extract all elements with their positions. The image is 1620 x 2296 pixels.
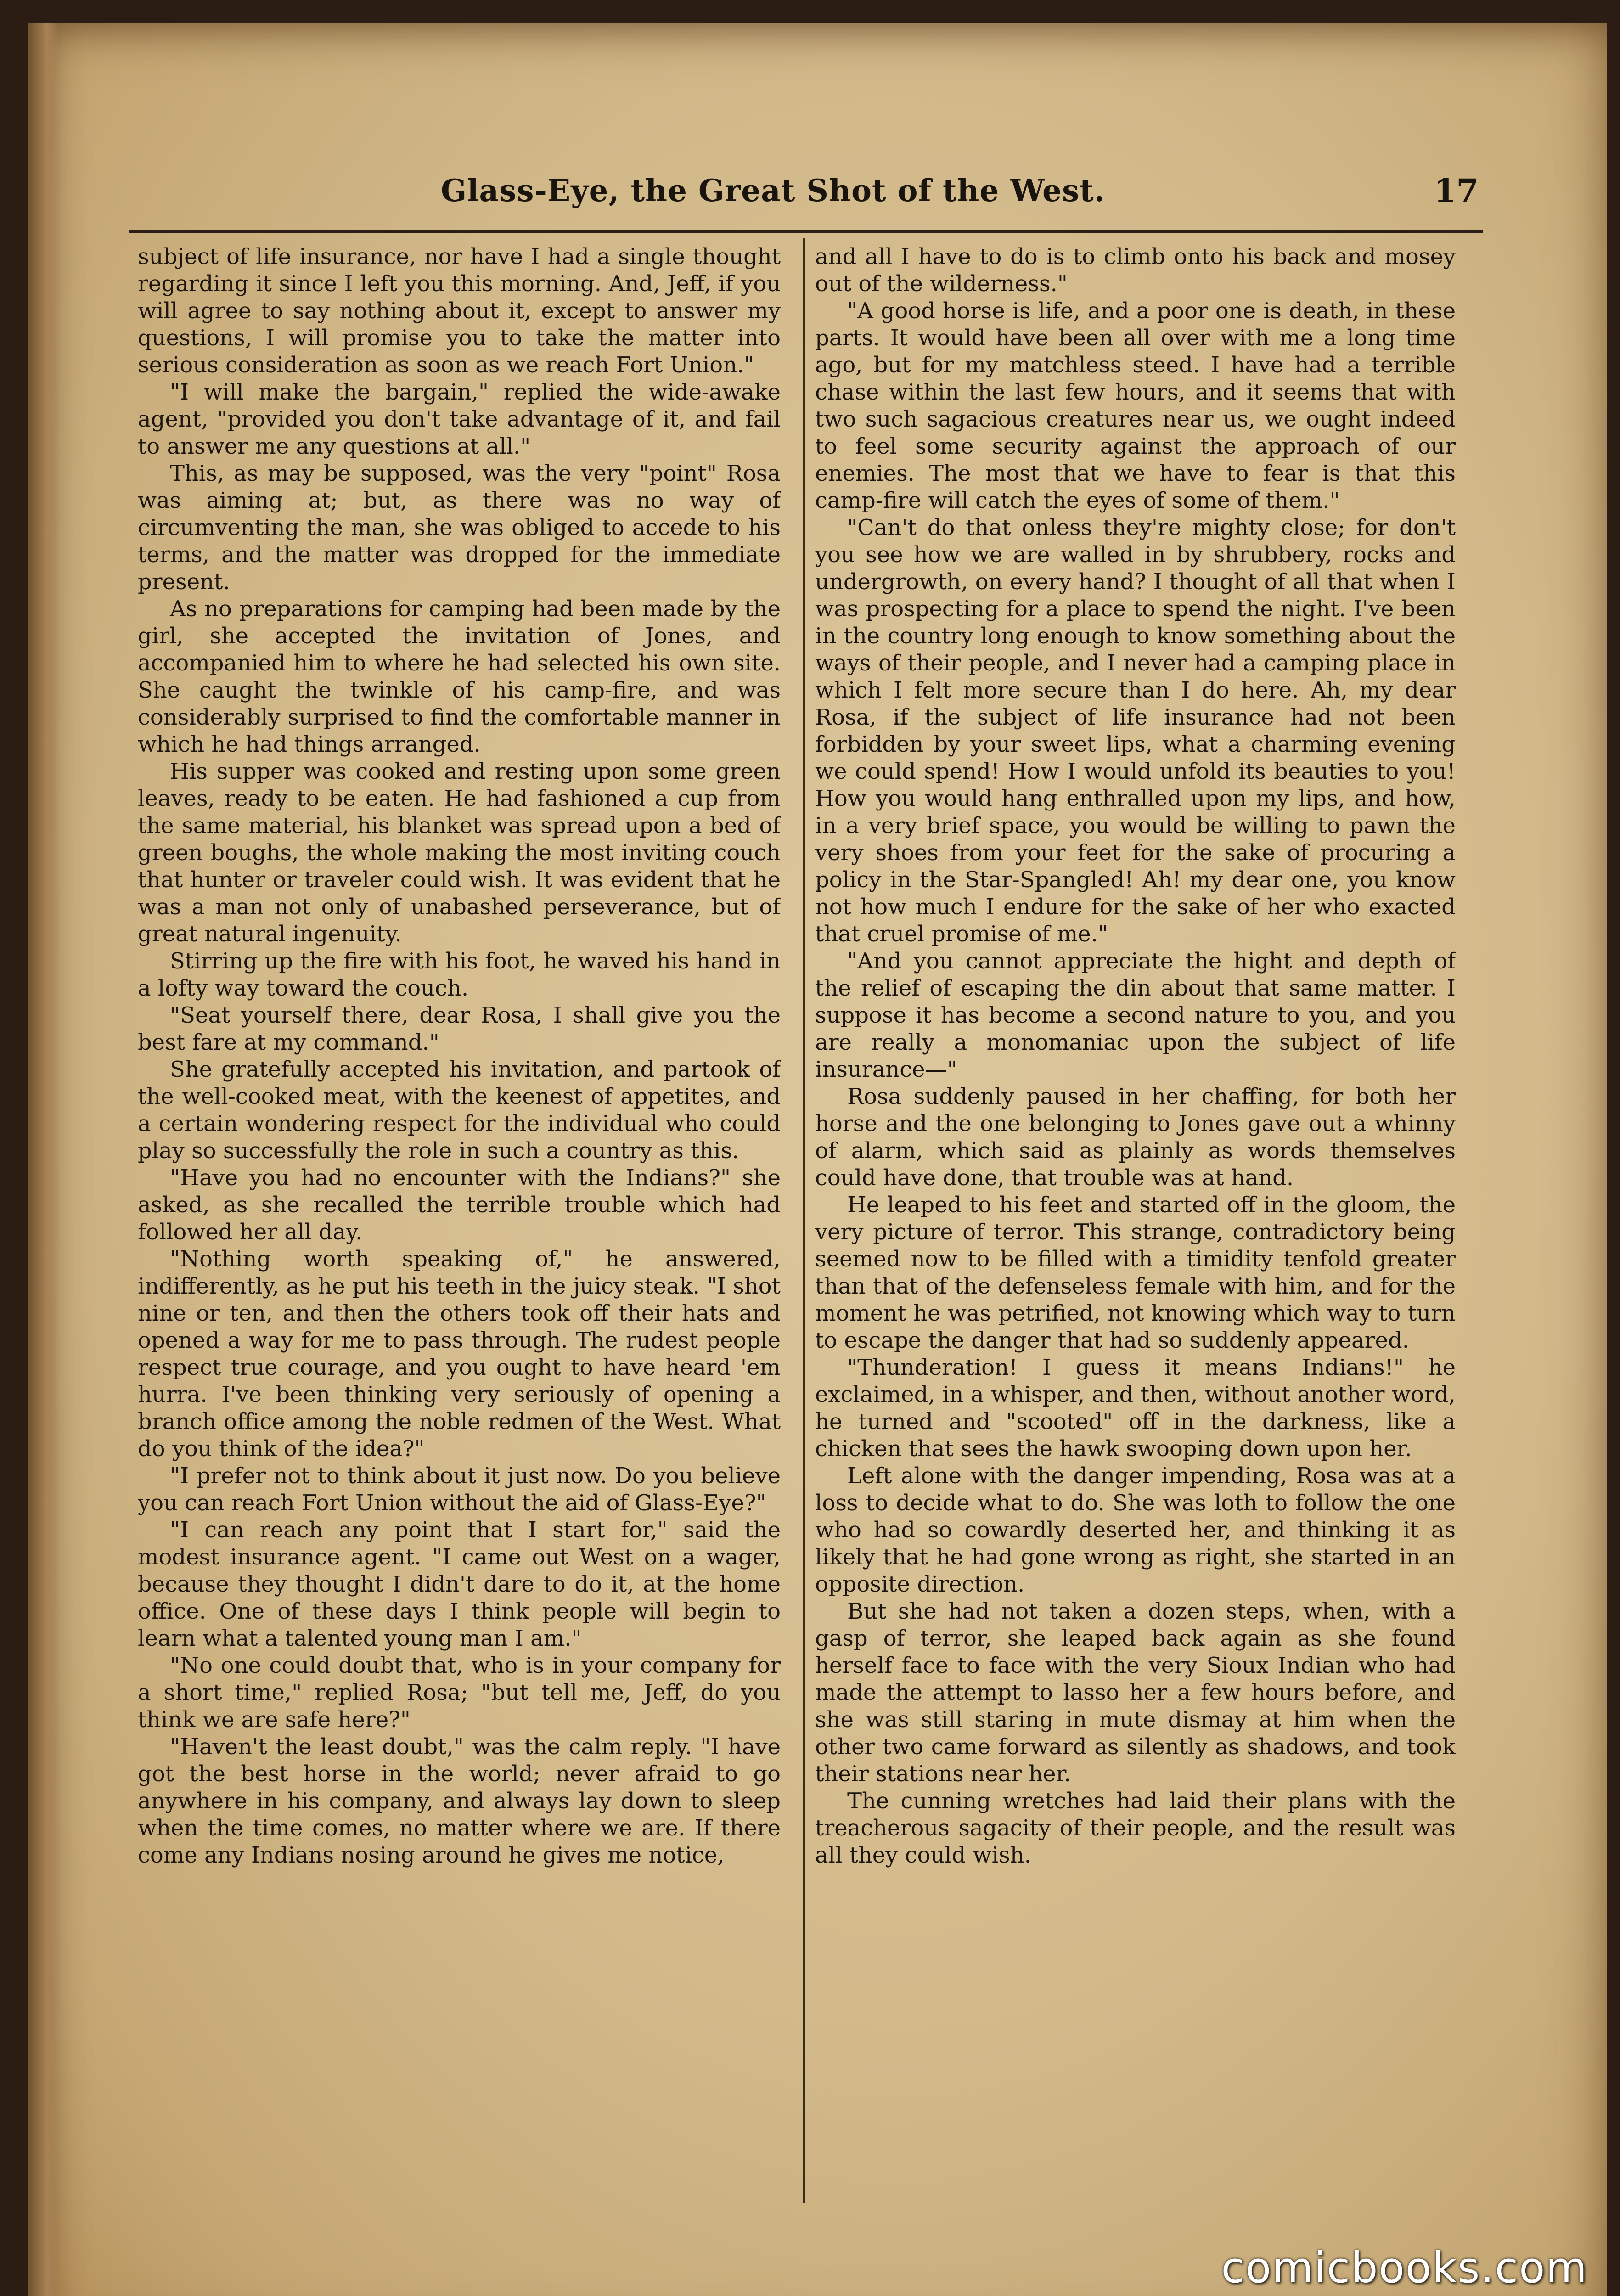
paragraph: He leaped to his feet and started off in the gloom, the very picture of terror. This strange, contradictory being seemed now to be filled with a timidity tenfold greater than that of the defenseless female with him, and for the moment he was petrified, not knowing which way to turn to escape the danger that had so suddenly appeared. (815, 1192, 1456, 1353)
running-title: Glass-Eye, the Great Shot of the West. (441, 173, 1105, 208)
paragraph: As no preparations for camping had been made by the girl, she accepted the invitation of Jones, and accompanied him to where he had selected his own site. She caught the twinkle of his camp-fire, and was considerably surprised to find the comfortable manner in which he had things arranged. (138, 596, 781, 757)
paragraph: She gratefully accepted his invitation, and partook of the well-cooked meat, with the keenest of appetites, and a certain wondering respect for the individual who could play so successfully the role in such a country as this. (138, 1057, 781, 1164)
paragraph: and all I have to do is to climb onto his back and mosey out of the wilderness." (815, 244, 1456, 297)
paragraph: Left alone with the danger impending, Rosa was at a loss to decide what to do. She was loth to follow the one who had so cowardly deserted her, and thinking it as likely that he had gone wrong as right, she started in an opposite direction. (815, 1463, 1456, 1597)
column-divider (803, 238, 805, 2203)
paragraph: "Seat yourself there, dear Rosa, I shall give you the best fare at my command." (138, 1002, 781, 1055)
paragraph: This, as may be supposed, was the very "point" Rosa was aiming at; but, as there was no way of circumventing the man, she was obliged to accede to his terms, and the matter was dropped for the immediate present. (138, 461, 781, 595)
paragraph: "No one could doubt that, who is in your company for a short time," replied Rosa; "but tell me, Jeff, do you think we are safe here?" (138, 1653, 781, 1733)
paragraph: "Can't do that onless they're mighty close; for don't you see how we are walled in by shrubbery, rocks and undergrowth, on every hand? I thought of all that when I was prospecting for a place to spend the night. I've been in the country long enough to know something about the ways of their people, and I never had a camping place in which I felt more secure than I do here. Ah, my dear Rosa, if the subject of life insurance had not been forbidden by your sweet lips, what a charming evening we could spend! How I would unfold its beauties to you! How you would hang enthralled upon my lips, and how, in a very brief space, you would be willing to pawn the very shoes from your feet for the sake of procuring a policy in the Star-Spangled! Ah! my dear one, you know not how much I endure for the sake of her who exacted that cruel promise of me." (815, 515, 1456, 947)
paragraph: "I can reach any point that I start for," said the modest insurance agent. "I came out West on a wager, because they thought I didn't dare to do it, at the home office. One of these days I think people will begin to learn what a talented young man I am." (138, 1517, 781, 1651)
paragraph: The cunning wretches had laid their plans with the treacherous sagacity of their people, and the result was all they could wish. (815, 1788, 1456, 1868)
paragraph: "Haven't the least doubt," was the calm reply. "I have got the best horse in the world; never afraid to go anywhere in his company, and always lay down to sleep when the time comes, no matter where we are. If there come any Indians nosing around he gives me notice, (138, 1734, 781, 1868)
header-rule (129, 230, 1483, 233)
paragraph: "I will make the bargain," replied the wide-awake agent, "provided you don't take advantage of it, and fail to answer me any questions at all." (138, 379, 781, 459)
paragraph: "I prefer not to think about it just now. Do you believe you can reach Fort Union without the aid of Glass-Eye?" (138, 1463, 781, 1516)
right-column (815, 243, 1456, 2218)
paragraph: "Have you had no encounter with the Indians?" she asked, as she recalled the terrible trouble which had followed her all day. (138, 1165, 781, 1245)
page-number: 17 (1434, 171, 1479, 210)
paragraph: "And you cannot appreciate the hight and depth of the relief of escaping the din about that same matter. I suppose it has become a second nature to you, and you are really a monomaniac upon the subject of life insurance—" (815, 948, 1456, 1082)
left-column (138, 243, 781, 2218)
paragraph: Rosa suddenly paused in her chaffing, for both her horse and the one belonging to Jones gave out a whinny of alarm, which said as plainly as words themselves could have done, that trouble was at hand. (815, 1084, 1456, 1191)
paragraph: subject of life insurance, nor have I had a single thought regarding it since I left you this morning. And, Jeff, if you will agree to say nothing about it, except to answer my questions, I will promise you to take the matter into serious consideration as soon as we reach Fort Union." (138, 244, 781, 378)
paragraph: His supper was cooked and resting upon some green leaves, ready to be eaten. He had fashioned a cup from the same material, his blanket was spread upon a bed of green boughs, the whole making the most inviting couch that hunter or traveler could wish. It was evident that he was a man not only of unabashed perseverance, but of great natural ingenuity. (138, 759, 781, 947)
paragraph: "Thunderation! I guess it means Indians!" he exclaimed, in a whisper, and then, without another word, he turned and "scooted" off in the darkness, like a chicken that sees the hawk swooping down upon her. (815, 1355, 1456, 1462)
page-binding-edge (28, 23, 60, 2296)
running-header (119, 156, 1479, 225)
site-watermark: comicbooks.com (1221, 2243, 1588, 2292)
paragraph: But she had not taken a dozen steps, when, with a gasp of terror, she leaped back again as she found herself face to face with the very Sioux Indian who had made the attempt to lasso her a few hours before, and she was still staring in mute dismay at him when the other two came forward as silently as shadows, and took their stations near her. (815, 1598, 1456, 1787)
paragraph: Stirring up the fire with his foot, he waved his hand in a lofty way toward the couch. (138, 948, 781, 1001)
paragraph: "A good horse is life, and a poor one is death, in these parts. It would have been all over with me a long time ago, but for my matchless steed. I have had a terrible chase within the last few hours, and it seems that with two such sagacious creatures near us, we ought indeed to feel some security against the approach of our enemies. The most that we have to fear is that this camp-fire will catch the eyes of some of them." (815, 298, 1456, 513)
paragraph: "Nothing worth speaking of," he answered, indifferently, as he put his teeth in the juicy steak. "I shot nine or ten, and then the others took off their hats and opened a way for me to pass through. The rudest people respect true courage, and you ought to have heard 'em hurra. I've been thinking very seriously of opening a branch office among the noble redmen of the West. What do you think of the idea?" (138, 1246, 781, 1462)
